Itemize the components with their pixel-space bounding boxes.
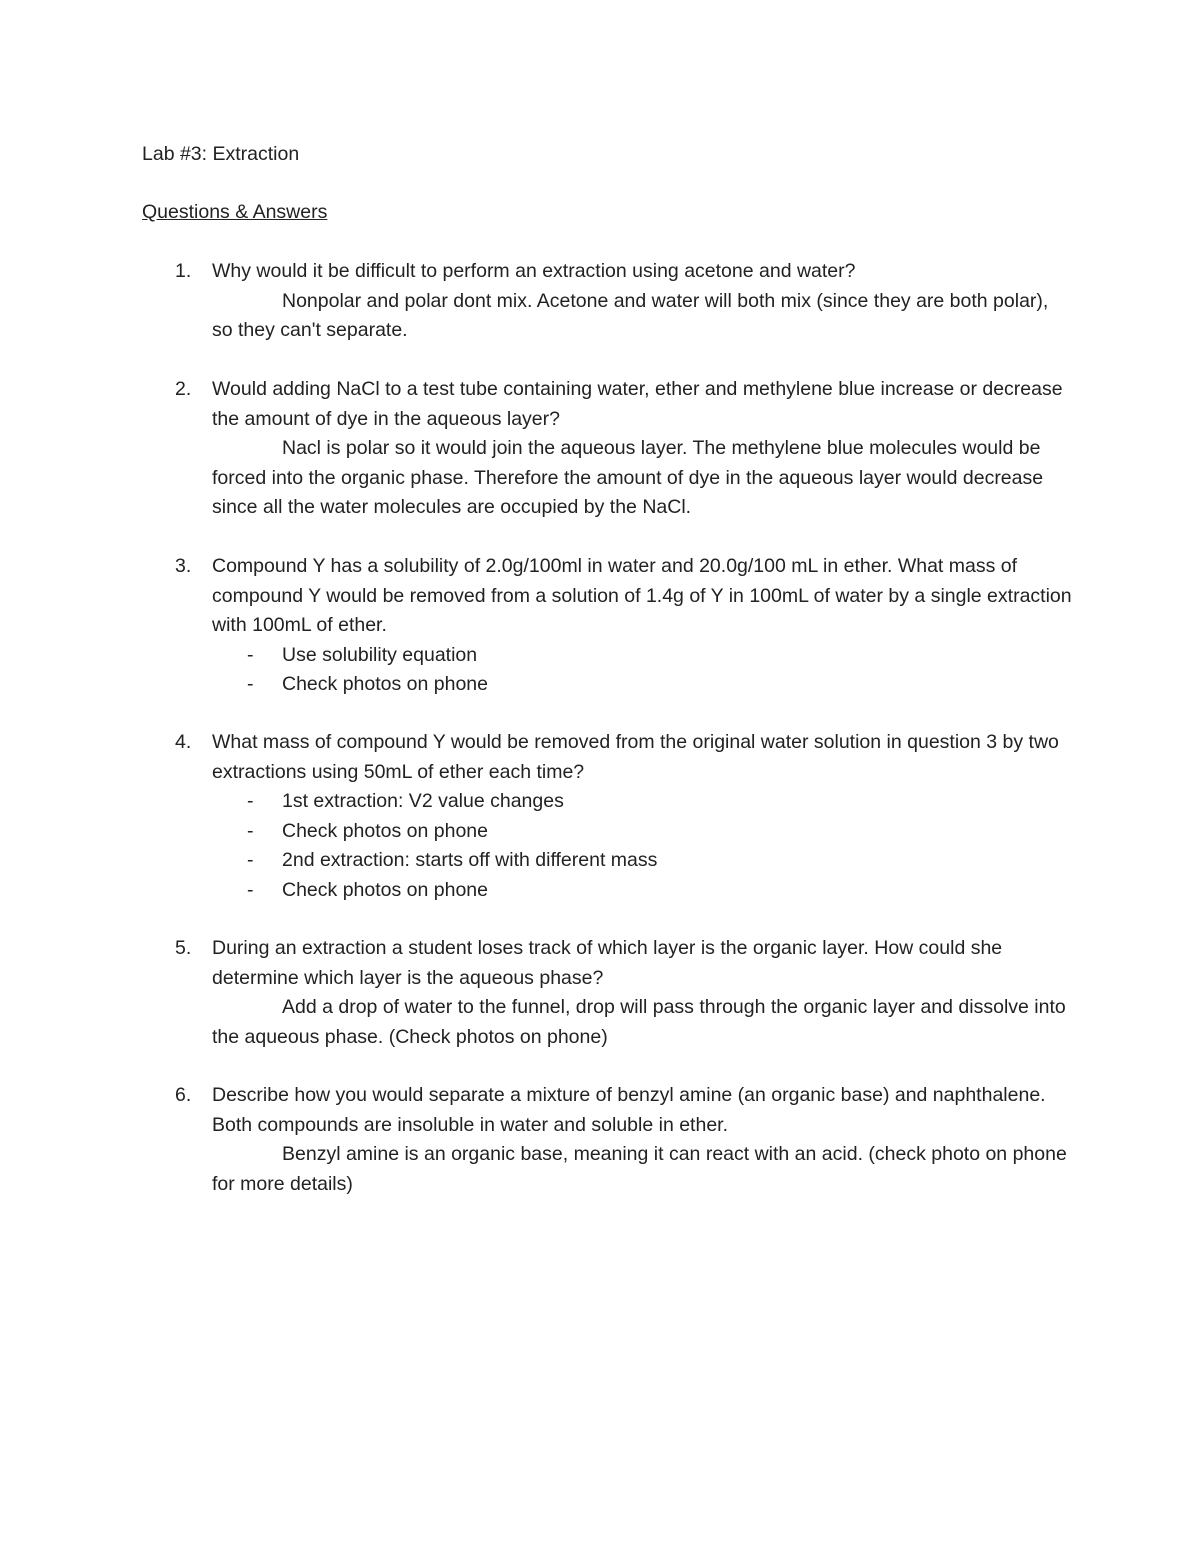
bullet-text: Check photos on phone (282, 673, 488, 695)
list-item (212, 641, 1072, 671)
question-text: Compound Y has a solubility of 2.0g/100ml in water and 20.0g/100 mL in ether. What mass of compound Y would be removed from a solution of 1.4g of Y in 100mL of water by a single extraction with 100mL of ether. (212, 555, 1072, 636)
question-text: During an extraction a student loses track of which layer is the organic layer. How could she determine which layer is the aqueous phase? (212, 937, 1003, 989)
bullet-list (212, 641, 1072, 700)
question-4 (175, 728, 1072, 905)
answer-text: Nacl is polar so it would join the aqueous layer. The methylene blue molecules would be forced into the organic phase. Therefore the amount of dye in the aqueous layer would decrease since all the water molecules are occupied by the NaCl. (212, 437, 1044, 518)
list-item (212, 876, 1072, 906)
question-number: 5. (175, 937, 192, 959)
question-number: 6. (175, 1084, 192, 1106)
list-item (212, 846, 1072, 876)
question-text: Why would it be difficult to perform an extraction using acetone and water? (212, 260, 856, 282)
question-3 (175, 552, 1072, 700)
answer-text: Nonpolar and polar dont mix. Acetone and water will both mix (since they are both polar), so they can't separate. (212, 289, 1049, 341)
bullet-text: 2nd extraction: starts off with different mass (282, 849, 658, 871)
question-number: 3. (175, 555, 192, 577)
bullet-dash: - (247, 819, 254, 842)
bullet-dash: - (247, 643, 254, 666)
question-text: Would adding NaCl to a test tube containing water, ether and methylene blue increase or decrease the amount of dye in the aqueous layer? (212, 378, 1063, 430)
bullet-dash: - (247, 849, 254, 871)
question-text: What mass of compound Y would be removed from the original water solution in question 3 by two extractions using 50mL of ether each time? (212, 731, 1059, 783)
bullet-dash: - (247, 673, 254, 695)
list-item (212, 670, 1072, 700)
bullet-text: Use solubility equation (282, 643, 478, 666)
bullet-dash: - (247, 790, 254, 812)
question-number: 1. (175, 260, 192, 282)
question-1 (175, 257, 1072, 346)
document-title: Lab #3: Extraction (142, 143, 300, 165)
question-2 (175, 375, 1072, 523)
question-6 (175, 1081, 1072, 1199)
answer-text: Benzyl amine is an organic base, meaning it can react with an acid. (check photo on phone for more details) (212, 1143, 1067, 1195)
section-heading: Questions & Answers (142, 201, 328, 223)
bullet-text: Check photos on phone (282, 819, 488, 842)
bullet-list (212, 787, 1072, 905)
answer-text: Add a drop of water to the funnel, drop will pass through the organic layer and dissolve into the aqueous phase. (Check photos on phone) (212, 996, 1066, 1048)
bullet-dash: - (247, 878, 254, 901)
bullet-text: Check photos on phone (282, 878, 488, 901)
question-5 (175, 934, 1072, 1052)
list-item (212, 787, 1072, 817)
question-number: 2. (175, 378, 192, 400)
question-text: Describe how you would separate a mixture of benzyl amine (an organic base) and naphthalene. Both compounds are insoluble in water and soluble in ether. (212, 1084, 1046, 1136)
bullet-text: 1st extraction: V2 value changes (282, 790, 564, 812)
question-number: 4. (175, 731, 192, 753)
list-item (212, 817, 1072, 847)
